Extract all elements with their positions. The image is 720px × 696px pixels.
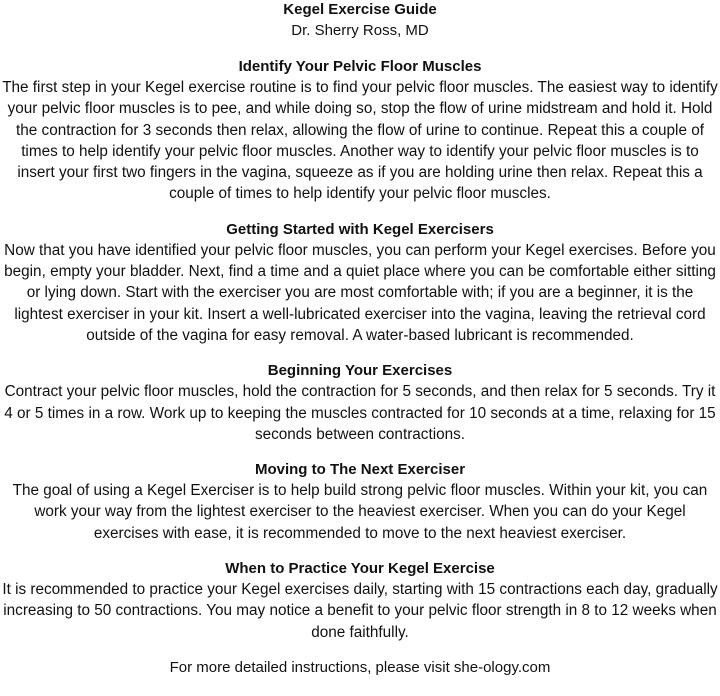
section-when-to-practice	[0, 559, 720, 643]
section-body: It is recommended to practice your Kegel exercises daily, starting with 15 contractions each day, gradually increasing to 50 contractions. You may notice a benefit to your pelvic floor strength in 8 to 12 weeks when done faithfully.	[2, 581, 718, 641]
section-next-exerciser	[0, 460, 720, 544]
section-beginning-exercises	[0, 361, 720, 445]
section-body: Now that you have identified your pelvic floor muscles, you can perform your Kegel exercises. Before you begin, empty your bladder. Next, find a time and a quiet place where you can be comfortable either sitting or lying down. Start with the exerciser you are most comfortable with; if you are a beginner, it is the lightest exerciser in your kit. Insert a well-lubricated exerciser into the vagina, leaving the retrieval cord outside of the vagina for easy removal. A water-based lubricant is recommended.	[4, 241, 716, 344]
section-identify-muscles	[0, 57, 720, 205]
section-heading: Beginning Your Exercises	[267, 362, 453, 380]
section-heading: Getting Started with Kegel Exercisers	[226, 220, 494, 238]
document-author: Dr. Sherry Ross, MD	[291, 22, 429, 39]
footer-note: For more detailed instructions, please visit she-ology.com	[169, 658, 551, 676]
section-getting-started	[0, 220, 720, 346]
section-body: The goal of using a Kegel Exerciser is to help build strong pelvic floor muscles. Within your kit, you can work your way from the lightest exerciser to the heaviest exerciser. When you can do your Kegel exercises with ease, it is recommended to move to the next heaviest exerciser.	[12, 482, 708, 542]
section-heading: Identify Your Pelvic Floor Muscles	[238, 58, 482, 75]
section-body: Contract your pelvic floor muscles, hold the contraction for 5 seconds, and then relax for 5 seconds. Try it 4 or 5 times in a row. Work up to keeping the muscles contracted for 10 seconds at a time, relaxing for 15 seconds between contractions.	[4, 383, 716, 443]
section-body: The first step in your Kegel exercise routine is to find your pelvic floor muscles. The easiest way to identify your pelvic floor muscles is to pee, and while doing so, stop the flow of urine midstream and hold it. Hold the contraction for 3 seconds then relax, allowing the flow of urine to continue. Repeat this a couple of times to help identify your pelvic floor muscles. Another way to identify your pelvic floor muscles is to insert your first two fingers in the vagina, squeeze as if you are holding urine then relax. Repeat this a couple of times to help identify your pelvic floor muscles.	[2, 79, 718, 203]
section-heading: Moving to The Next Exerciser	[254, 461, 466, 479]
document-title: Kegel Exercise Guide	[283, 1, 437, 18]
section-heading: When to Practice Your Kegel Exercise	[225, 560, 495, 578]
